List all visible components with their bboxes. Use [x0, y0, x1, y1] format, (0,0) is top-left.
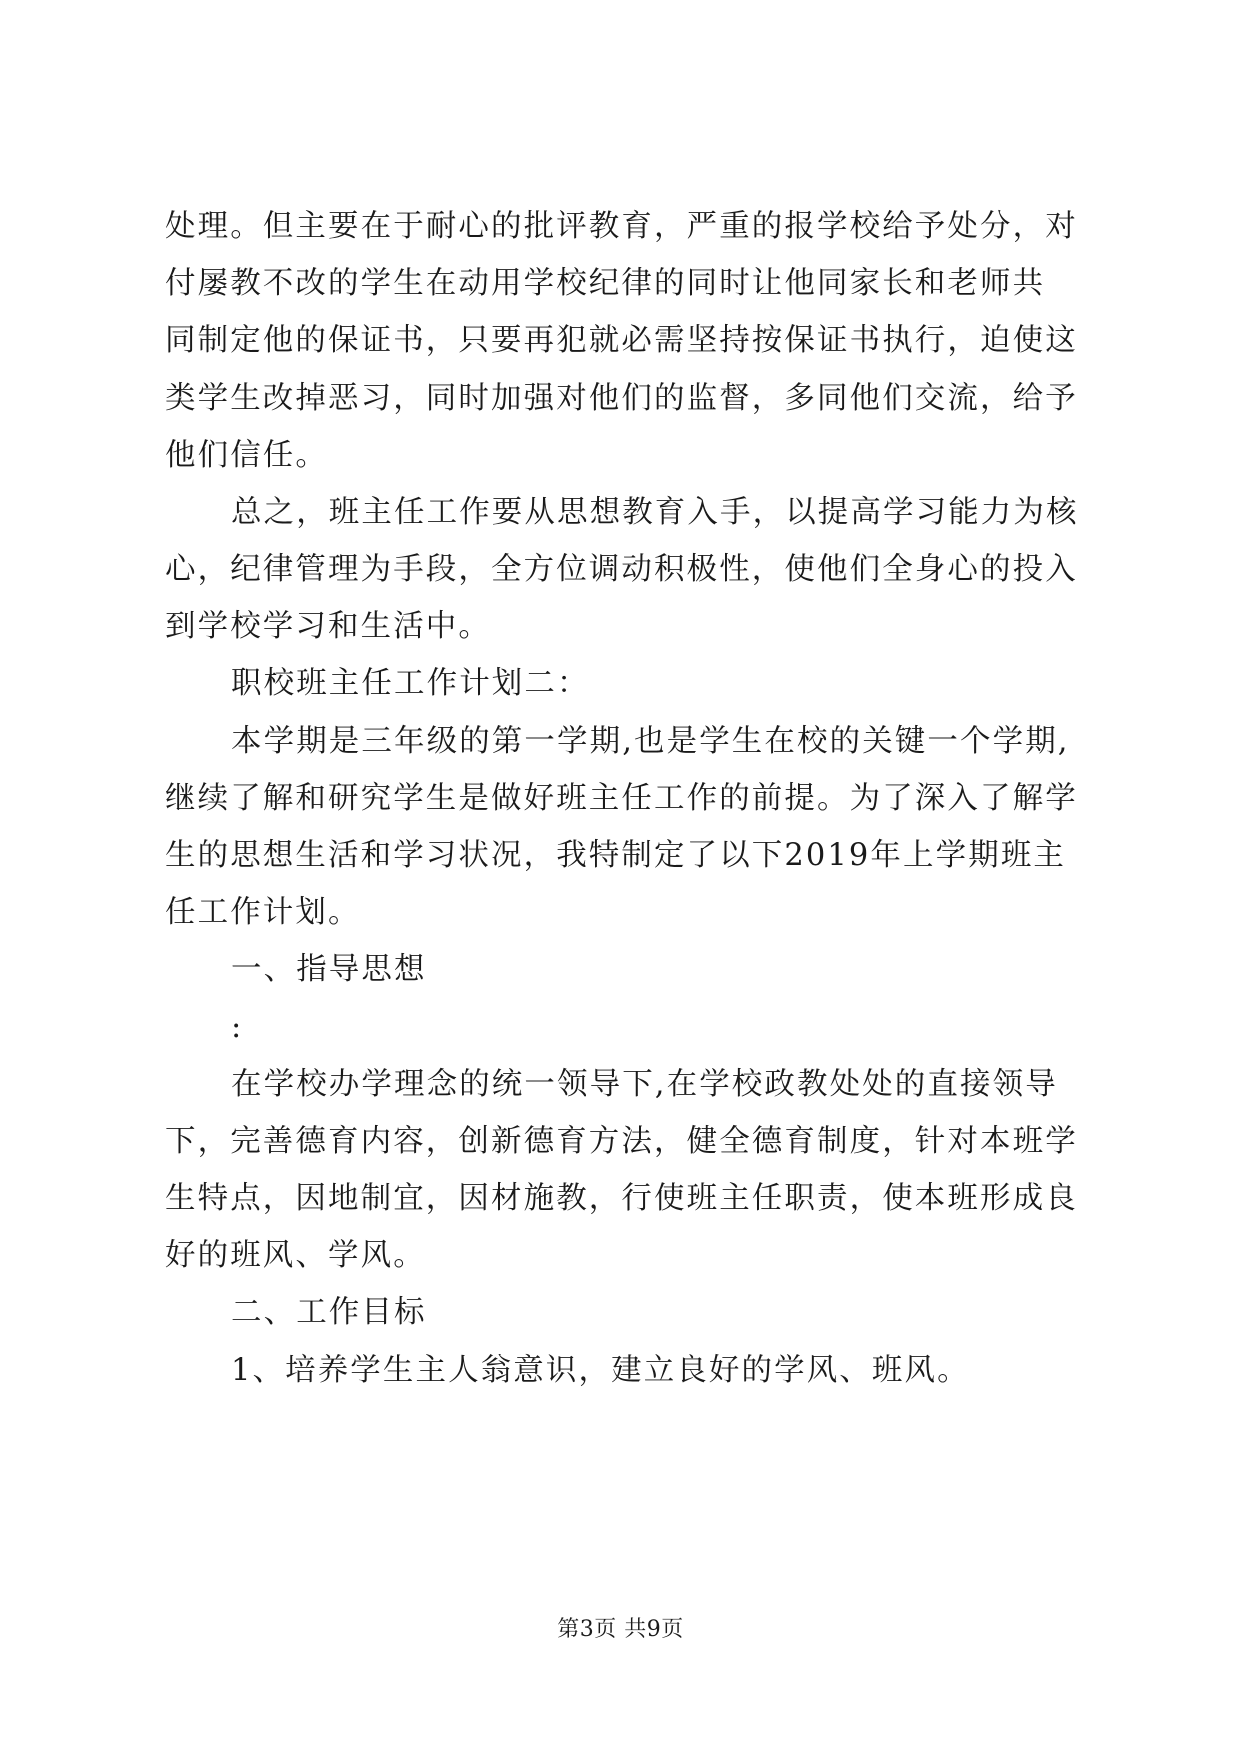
text-line-17: 下，完善德育内容，创新德育方法，健全德育制度，针对本班学	[165, 1124, 1078, 1159]
text-line-21: 1、培养学生主人翁意识，建立良好的学风、班风。	[231, 1353, 970, 1388]
section-heading-guiding-thought: 一、指导思想	[231, 952, 427, 987]
text-line-12: 生的思想生活和学习状况，我特制定了以下2019年上学期班主	[165, 838, 1067, 873]
text-line-6: 总之，班主任工作要从思想教育入手，以提高学习能力为核	[231, 495, 1079, 530]
text-line-5: 他们信任。	[165, 438, 328, 473]
text-line-3: 同制定他的保证书，只要再犯就必需坚持按保证书执行，迫使这	[165, 323, 1078, 358]
text-line-19: 好的班风、学风。	[165, 1238, 426, 1273]
text-line-4: 类学生改掉恶习，同时加强对他们的监督，多同他们交流，给予	[165, 381, 1078, 416]
page-number-footer: 第3页 共9页	[557, 1617, 684, 1642]
text-line-11: 继续了解和研究学生是做好班主任工作的前提。为了深入了解学	[165, 781, 1078, 816]
section-heading-work-goals: 二、工作目标	[231, 1295, 427, 1330]
text-line-13: 任工作计划。	[165, 895, 361, 930]
text-line-10: 本学期是三年级的第一学期,也是学生在校的关键一个学期,	[231, 724, 1070, 759]
section-heading-plan-two: 职校班主任工作计划二：	[231, 666, 590, 701]
text-line-8: 到学校学习和生活中。	[165, 609, 491, 644]
text-line-colon: :	[231, 1010, 244, 1045]
text-line-16: 在学校办学理念的统一领导下,在学校政教处处的直接领导	[231, 1067, 1058, 1102]
text-line-7: 心，纪律管理为手段，全方位调动积极性，使他们全身心的投入	[165, 552, 1078, 587]
text-line-1: 处理。但主要在于耐心的批评教育，严重的报学校给予处分，对	[165, 209, 1078, 244]
text-line-18: 生特点，因地制宜，因材施教，行使班主任职责，使本班形成良	[165, 1181, 1078, 1216]
text-line-2: 付屡教不改的学生在动用学校纪律的同时让他同家长和老师共	[165, 266, 1046, 301]
